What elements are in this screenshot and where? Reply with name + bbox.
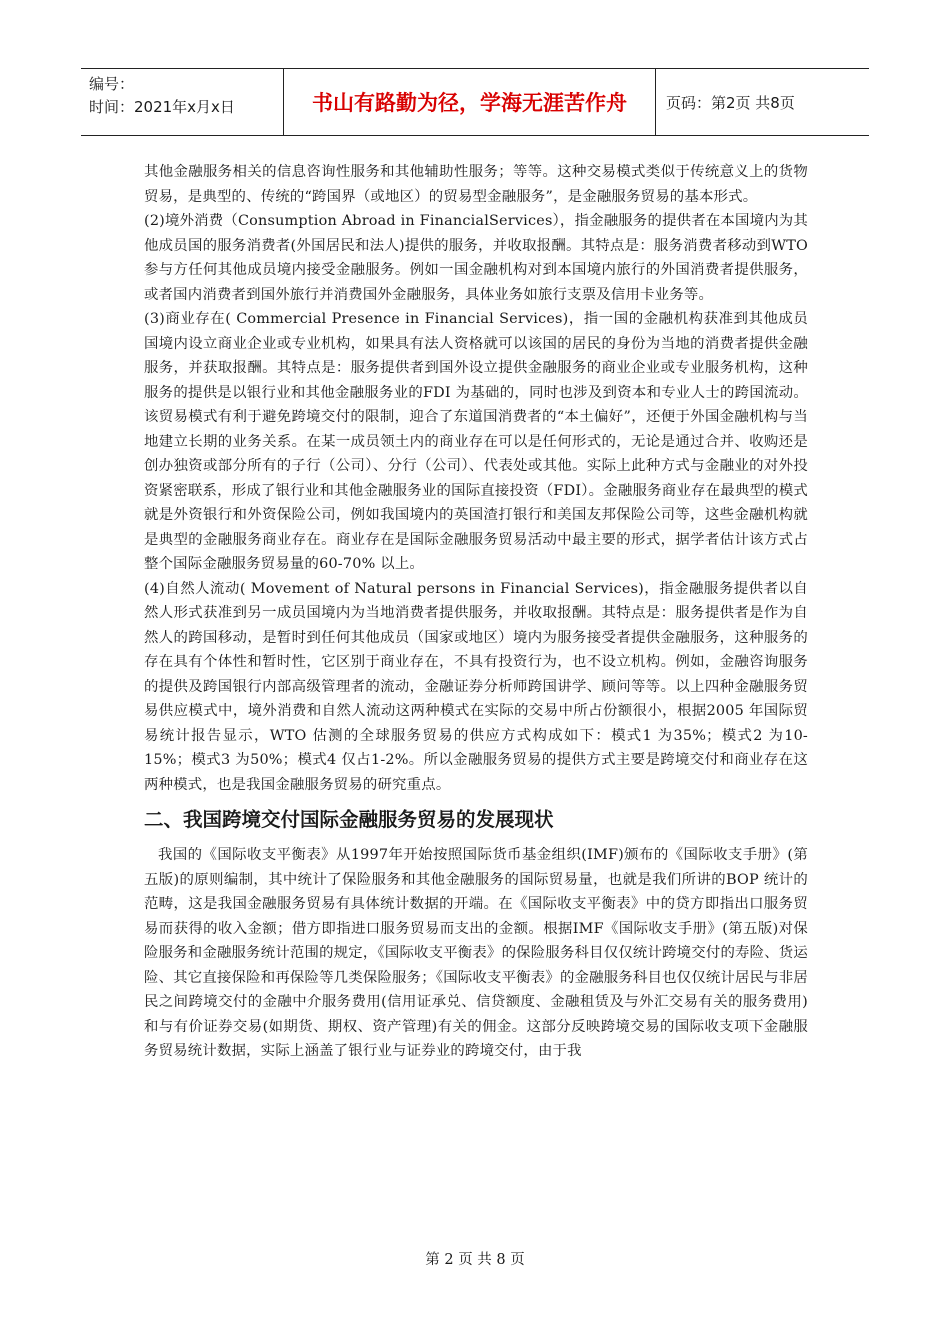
body-paragraph: (3)商业存在( Commercial Presence in Financial Services)，指一国的金融机构获准到其他成员国境内设立商业企业或专业机构，如果具有法人资格就可以该国的居民的身份为当地的消费者提供金融服务，并获取报酬。其特点是：服务提供者到国外设立提供金融服务的商业企业或专业服务机构，这种服务的提供是以银行业和其他金融服务业的FDI 为基础的，同时也涉及到资本和专业人士的跨国流动。该贸易模式有利于避免跨境交付的限制，迎合了东道国消费者的“本土偏好”，还便于外国金融机构与当地建立长期的业务关系。在某一成员领土内的商业存在可以是任何形式的，无论是通过合并、收购还是创办独资或部分所有的子行（公司）、分行（公司）、代表处或其他。实际上此种方式与金融业的对外投资紧密联系，形成了银行业和其他金融服务业的国际直接投资（FDI）。金融服务商业存在最典型的模式就是外资银行和外资保险公司，例如我国境内的英国渣打银行和美国友邦保险公司等，这些金融机构就是典型的金融服务商业存在。商业存在是国际金融服务贸易活动中最主要的形式，据学者估计该方式占整个国际金融服务贸易量的60-70% 以上。: [144, 311, 808, 572]
body-paragraph: (4)自然人流动( Movement of Natural persons in Financial Services)，指金融服务提供者以自然人形式获准到另一成员国境内为当地消费者提供服务，并收取报酬。其特点是：服务提供者是作为自然人的跨国移动，是暂时到任何其他成员（国家或地区）境内为服务接受者提供金融服务，这种服务的存在具有个体性和暂时性，它区别于商业存在，不具有投资行为，也不设立机构。例如，金融咨询服务的提供及跨国银行内部高级管理者的流动，金融证券分析师跨国讲学、顾问等等。以上四种金融服务贸易供应模式中，境外消费和自然人流动这两种模式在实际的交易中所占份额很小，根据2005 年国际贸易统计报告显示，WTO 估测的全球服务贸易的供应方式构成如下：模式1 为35%；模式2 为10-15%；模式3 为50%；模式4 仅占1-2%。所以金融服务贸易的提供方式主要是跨境交付和商业存在这两种模式，也是我国金融服务贸易的研究重点。: [144, 580, 808, 793]
document-body: [144, 160, 808, 1064]
document-number-label: 编号：: [89, 75, 135, 93]
header-motto: 书山有路勤为径，学海无涯苦作舟: [284, 69, 656, 135]
page-header: [81, 68, 869, 136]
document-date-label: 时间：2021年x月x日: [89, 98, 235, 116]
page-footer: 第 2 页 共 8 页: [425, 1252, 525, 1268]
header-meta: [81, 69, 284, 135]
body-paragraph: 其他金融服务相关的信息咨询性服务和其他辅助性服务；等等。这种交易模式类似于传统意义上的货物贸易，是典型的、传统的“跨国界（或地区）的贸易型金融服务”，是金融服务贸易的基本形式。: [144, 164, 808, 205]
section-heading: 二、我国跨境交付国际金融服务贸易的发展现状: [144, 808, 554, 831]
body-paragraph: (2)境外消费（Consumption Abroad in FinancialServices），指金融服务的提供者在本国境内为其他成员国的服务消费者(外国居民和法人)提供的服务，并收取报酬。其特点是：服务消费者移动到WTO 参与方任何其他成员境内接受金融服务。例如一国金融机构对到本国境内旅行的外国消费者提供服务，或者国内消费者到国外旅行并消费国外金融服务，具体业务如旅行支票及信用卡业务等。: [144, 213, 808, 303]
section-paragraph: 我国的《国际收支平衡表》从1997年开始按照国际货币基金组织(IMF)颁布的《国际收支手册》(第五版)的原则编制，其中统计了保险服务和其他金融服务的国际贸易量，也就是我们所讲的BOP 统计的范畴，这是我国金融服务贸易有具体统计数据的开端。在《国际收支平衡表》中的贷方即指出口服务贸易而获得的收入金额；借方即指进口服务贸易而支出的金额。根据IMF《国际收支手册》(第五版)对保险服务和金融服务统计范围的规定，《国际收支平衡表》的保险服务科目仅仅统计跨境交付的寿险、货运险、其它直接保险和再保险等几类保险服务；《国际收支平衡表》的金融服务科目也仅仅统计居民与非居民之间跨境交付的金融中介服务费用(信用证承兑、信贷额度、金融租赁及与外汇交易有关的服务费用)和与有价证券交易(如期货、期权、资产管理)有关的佣金。这部分反映跨境交易的国际收支项下金融服务贸易统计数据，实际上涵盖了银行业与证券业的跨境交付，由于我: [144, 847, 808, 1059]
header-page-info: 页码：第2页 共8页: [666, 93, 795, 112]
